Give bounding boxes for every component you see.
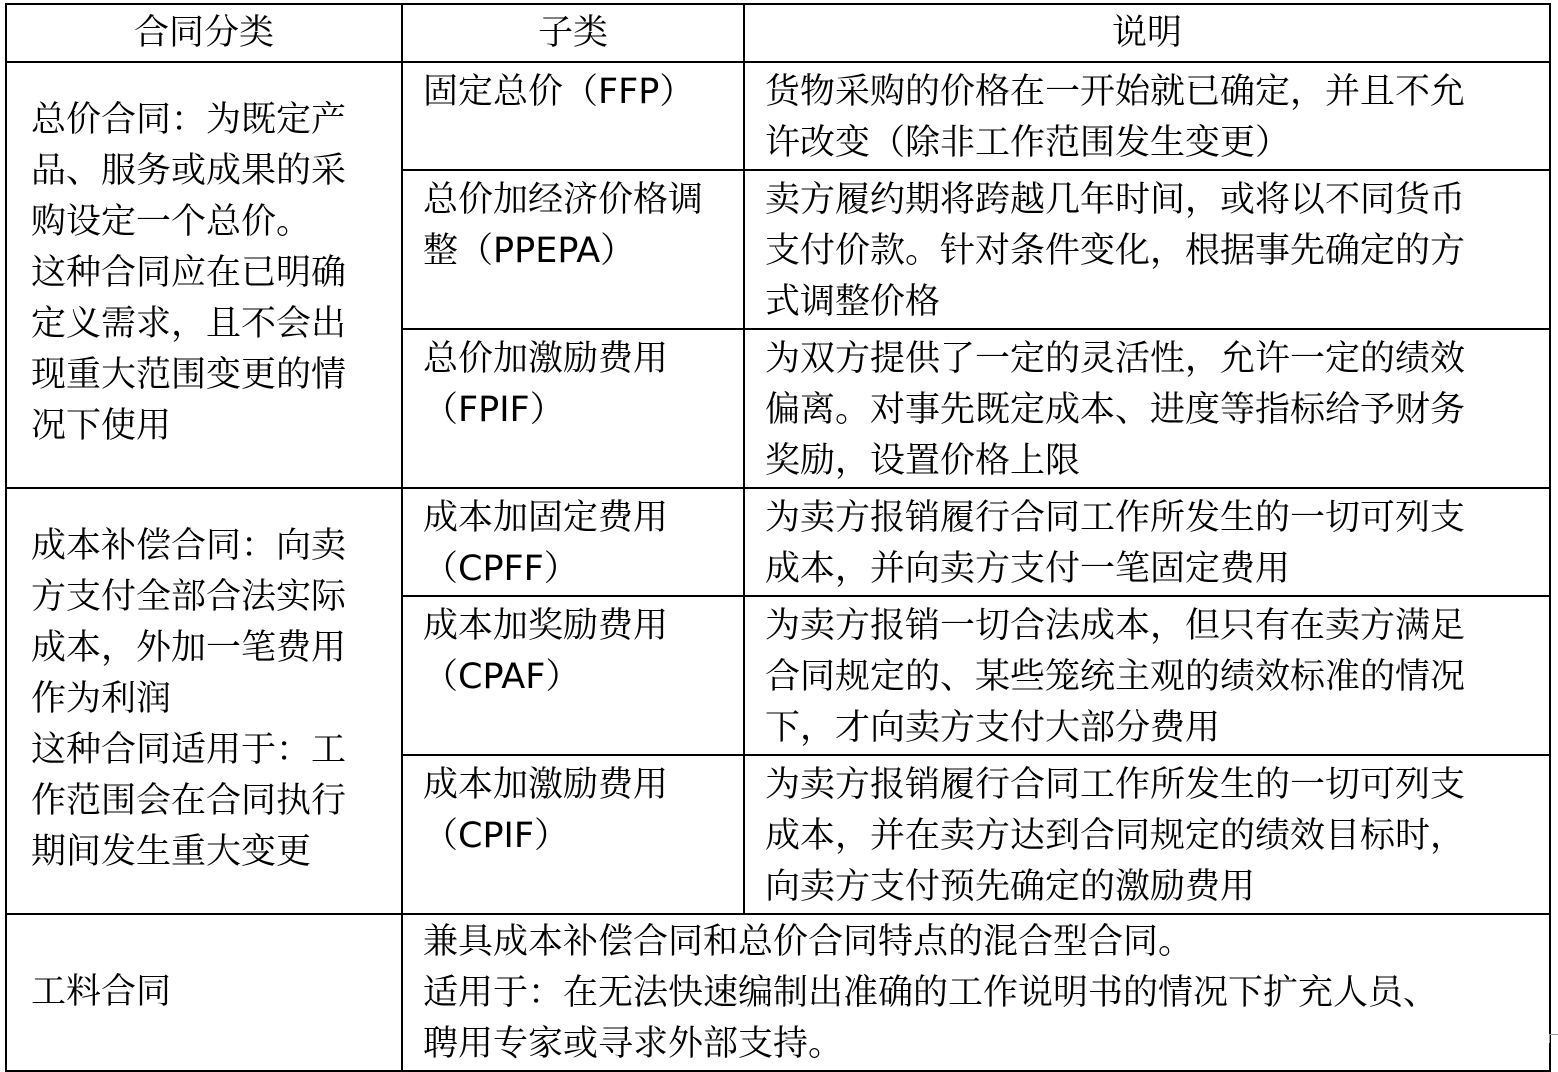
table-row <box>6 62 1550 170</box>
text-line: 这种合同适用于：工 <box>31 730 347 770</box>
table-row <box>6 488 1550 596</box>
text-line: 现重大范围变更的情 <box>31 355 347 395</box>
description-fpif <box>744 329 1550 488</box>
text-line: 成本，并向卖方支付一笔固定费用 <box>765 549 1291 589</box>
subcategory-cpaf <box>402 596 744 755</box>
text-line: 总价合同：为既定产 <box>31 100 347 140</box>
description-cpif <box>744 755 1550 914</box>
text-line: 为卖方报销履行合同工作所发生的一切可列支 <box>765 765 1466 805</box>
table-row <box>6 914 1550 1071</box>
subcategory-cpif <box>402 755 744 914</box>
description-cpaf <box>744 596 1550 755</box>
text-line: 向卖方支付预先确定的激励费用 <box>765 867 1256 907</box>
text-line: 适用于：在无法快速编制出准确的工作说明书的情况下扩充人员、 <box>423 973 1439 1013</box>
contract-types-table <box>5 3 1551 1072</box>
text-line: 整（PPEPA） <box>423 231 636 271</box>
header-description: 说明 <box>744 4 1550 62</box>
description-ppepa <box>744 170 1550 329</box>
text-line: 这种合同应在已明确 <box>31 253 347 293</box>
header-row <box>6 4 1550 62</box>
text-line: 为卖方报销一切合法成本，但只有在卖方满足 <box>765 606 1466 646</box>
text-line: 工料合同 <box>31 972 172 1012</box>
text-line: 为双方提供了一定的灵活性，允许一定的绩效 <box>765 339 1466 379</box>
text-line: 兼具成本补偿合同和总价合同特点的混合型合同。 <box>423 922 1194 962</box>
text-line: （CPAF） <box>423 657 581 697</box>
text-line: 合同规定的、某些笼统主观的绩效标准的情况 <box>765 657 1466 697</box>
category-fixed-price <box>6 62 402 488</box>
text-line: 成本加奖励费用 <box>423 606 669 646</box>
subcategory-cpff <box>402 488 744 596</box>
text-line: 况下使用 <box>31 406 172 446</box>
text-line: 作为利润 <box>31 679 172 719</box>
text-line: 许改变（除非工作范围发生变更） <box>765 123 1291 163</box>
text-line: 定义需求，且不会出 <box>31 304 347 344</box>
text-line: 固定总价（FFP） <box>423 72 695 112</box>
text-line: 卖方履约期将跨越几年时间，或将以不同货币 <box>765 180 1466 220</box>
text-line: 奖励，设置价格上限 <box>765 441 1081 481</box>
text-line: （FPIF） <box>423 390 565 430</box>
text-line: 聘用专家或寻求外部支持。 <box>423 1024 844 1064</box>
category-cost-reimbursable <box>6 488 402 914</box>
text-line: 总价加激励费用 <box>423 339 669 379</box>
text-line: （CPFF） <box>423 549 579 589</box>
text-line: 成本，并在卖方达到合同规定的绩效目标时， <box>765 816 1466 856</box>
header-subcategory: 子类 <box>402 4 744 62</box>
text-line: 总价加经济价格调 <box>423 180 704 220</box>
description-ffp <box>744 62 1550 170</box>
text-line: 支付价款。针对条件变化，根据事先确定的方 <box>765 231 1466 271</box>
text-line: 成本加激励费用 <box>423 765 669 805</box>
text-line: 偏离。对事先既定成本、进度等指标给予财务 <box>765 390 1466 430</box>
text-line: 品、服务或成果的采 <box>31 151 347 191</box>
text-line: 下，才向卖方支付大部分费用 <box>765 708 1221 748</box>
text-line: 成本，外加一笔费用 <box>31 628 347 668</box>
text-line: （CPIF） <box>423 816 569 856</box>
description-cpff <box>744 488 1550 596</box>
text-line: 货物采购的价格在一开始就已确定，并且不允 <box>765 72 1466 112</box>
subcategory-ppepa <box>402 170 744 329</box>
text-line: 式调整价格 <box>765 282 941 322</box>
text-line: 成本补偿合同：向卖 <box>31 526 347 566</box>
category-time-material <box>6 914 402 1071</box>
subcategory-fpif <box>402 329 744 488</box>
text-line: 购设定一个总价。 <box>31 202 312 242</box>
text-line: 成本加固定费用 <box>423 498 669 538</box>
description-time-material <box>402 914 1550 1071</box>
subcategory-ffp <box>402 62 744 170</box>
text-line: 作范围会在合同执行 <box>31 781 347 821</box>
text-line: 为卖方报销履行合同工作所发生的一切可列支 <box>765 498 1466 538</box>
text-line: 方支付全部合法实际 <box>31 577 347 617</box>
header-category: 合同分类 <box>6 4 402 62</box>
text-line: 期间发生重大变更 <box>31 832 312 872</box>
